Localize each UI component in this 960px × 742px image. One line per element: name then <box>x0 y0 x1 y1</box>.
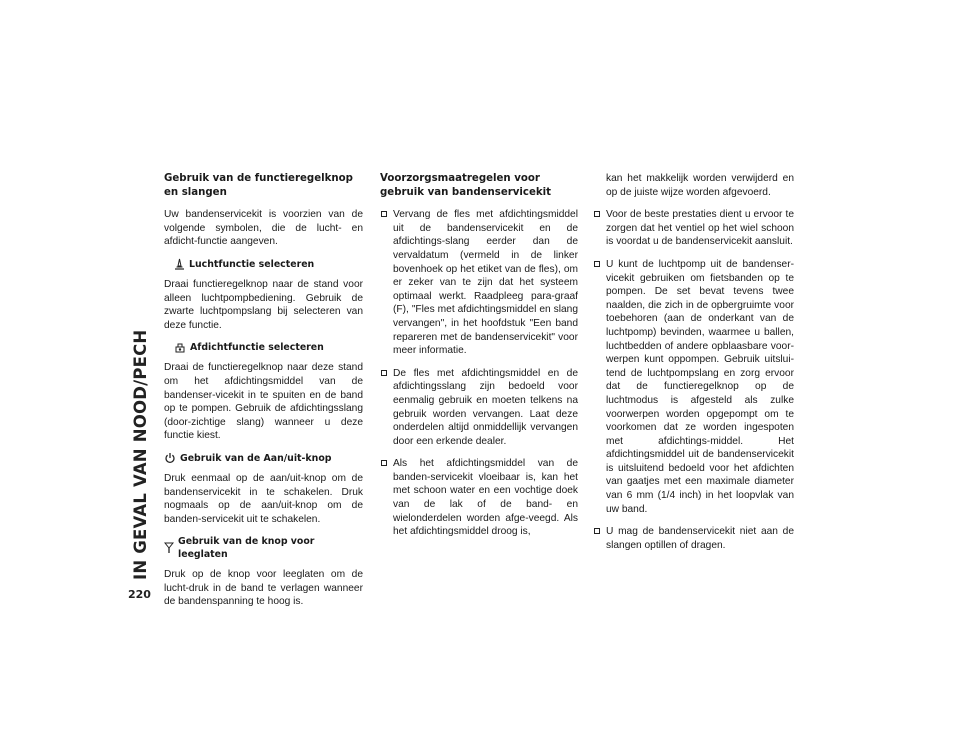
page-number: 220 <box>128 588 151 601</box>
heading-power-button-label: Gebruik van de Aan/uit-knop <box>180 452 332 464</box>
list-item-continuation: kan het makkelijk worden verwijderd en op de juiste wijze worden afgevoerd. <box>606 173 794 198</box>
list-item: U kunt de luchtpomp uit de bandenser-vicekit gebruiken om fietsbanden op te pompen. De set bevat tevens twee naalden, die zich in de opbergruimte voor toebehoren (aan de onderkant van de luchtpomp) bevinden, waarmee u ballen, luchtbedden of andere opblaasbare voor-werpen kunt oppompen. Gebruik uitslui-tend de luchtpompslang en zorg ervoor dat de functieregelknop op de luchtmodus is afgesteld als zulke voorwerpen worden opgepompt om te voorkomen dat ze worden ingespoten met afdichtings-middel. Het afdichtingsmiddel uit de bandenservicekit is uitsluitend bedoeld voor het afdichten van gaatjes met een maximale diameter van 6 mm (1/4 inch) in het loopvlak van uw band. <box>593 258 794 516</box>
power-icon <box>164 452 176 464</box>
list-item: Als het afdichtingsmiddel van de banden-servicekit vloeibaar is, kan het met schoon water en een vochtige doek van de lak of de band- en wielonderdelen worden afge-veegd. Als het afdichtingsmiddel droog is, <box>380 457 578 539</box>
air-mode-paragraph: Draai functieregelknop naar de stand voor alleen luchtpompbediening. Gebruik de zwarte luchtpompslang bij selecteren van deze functie. <box>164 278 363 331</box>
checkbox-bullet-icon <box>381 460 387 466</box>
heading-air-mode <box>164 258 363 271</box>
heading-power-button <box>164 452 363 465</box>
list-item: U mag de bandenservicekit niet aan de slangen optillen of dragen. <box>593 525 794 552</box>
heading-control-knob: Gebruik van de functieregelknop en slangen <box>164 173 353 198</box>
sealant-icon <box>174 342 186 354</box>
seal-mode-paragraph: Draai de functieregelknop naar deze stand om het afdichtingsmiddel van de bandenser-vicekit in te spuiten en de band op te pompen. Gebruik de afdichtingsslang (door-zichtige slang) wanneer u deze functie kiest. <box>164 362 363 442</box>
heading-deflate-button <box>164 535 363 561</box>
precautions-list <box>380 208 578 539</box>
heading-seal-mode-label: Afdichtfunctie selecteren <box>190 342 324 354</box>
list-item: Vervang de fles met afdichtingsmiddel uit de bandenservicekit en de afdichtings-slang eerder dan de vervaldatum (vermeld in de linker bovenhoek op het etiket van de fles), om er zeker van te zijn dat het systeem optimaal werkt. Raadpleeg para-graaf (F), "Fles met afdichtingsmiddel en slang vervangen", in het hoofdstuk "Een band repareren met de bandenservicekit" voor meer informatie. <box>380 208 578 358</box>
section-tab <box>131 160 157 580</box>
checkbox-bullet-icon <box>381 211 387 217</box>
section-tab-label: IN GEVAL VAN NOOD/PECH <box>131 329 150 580</box>
heading-seal-mode <box>164 341 363 354</box>
list-item: De fles met afdichtingsmiddel en de afdichtingsslang zijn bedoeld voor eenmalig gebruik en moeten telkens na gebruik worden vervangen. Laat deze onderdelen altijd onmiddellijk vervangen door een erkende dealer. <box>380 367 578 449</box>
list-item: Voor de beste prestaties dient u ervoor te zorgen dat het ventiel op het wiel schoon is voordat u de bandenservicekit aansluit. <box>593 208 794 249</box>
column-right <box>593 172 794 561</box>
column-middle <box>380 172 578 548</box>
heading-precautions: Voorzorgsmaatregelen voor gebruik van bandenservicekit <box>380 173 551 198</box>
intro-paragraph: Uw bandenservicekit is voorzien van de volgende symbolen, die de lucht- en afdicht-functie aangeven. <box>164 209 363 248</box>
deflate-button-paragraph: Druk op de knop voor leeglaten om de lucht-druk in de band te verlagen wanneer de bandenspanning te hoog is. <box>164 569 363 608</box>
checkbox-bullet-icon <box>594 528 600 534</box>
power-button-paragraph: Druk eenmaal op de aan/uit-knop om de bandenservicekit in te schakelen. Druk nogmaals op de aan/uit-knop om de banden-servicekit uit te schakelen. <box>164 472 363 525</box>
deflate-icon <box>164 542 174 554</box>
heading-air-mode-label: Luchtfunctie selecteren <box>189 258 315 270</box>
precautions-list-continued <box>593 172 794 552</box>
checkbox-bullet-icon <box>594 211 600 217</box>
checkbox-bullet-icon <box>381 370 387 376</box>
air-pump-icon <box>174 258 185 270</box>
checkbox-bullet-icon <box>594 261 600 267</box>
heading-deflate-button-label: Gebruik van de knop voor leeglaten <box>178 536 315 561</box>
column-left <box>164 172 363 618</box>
